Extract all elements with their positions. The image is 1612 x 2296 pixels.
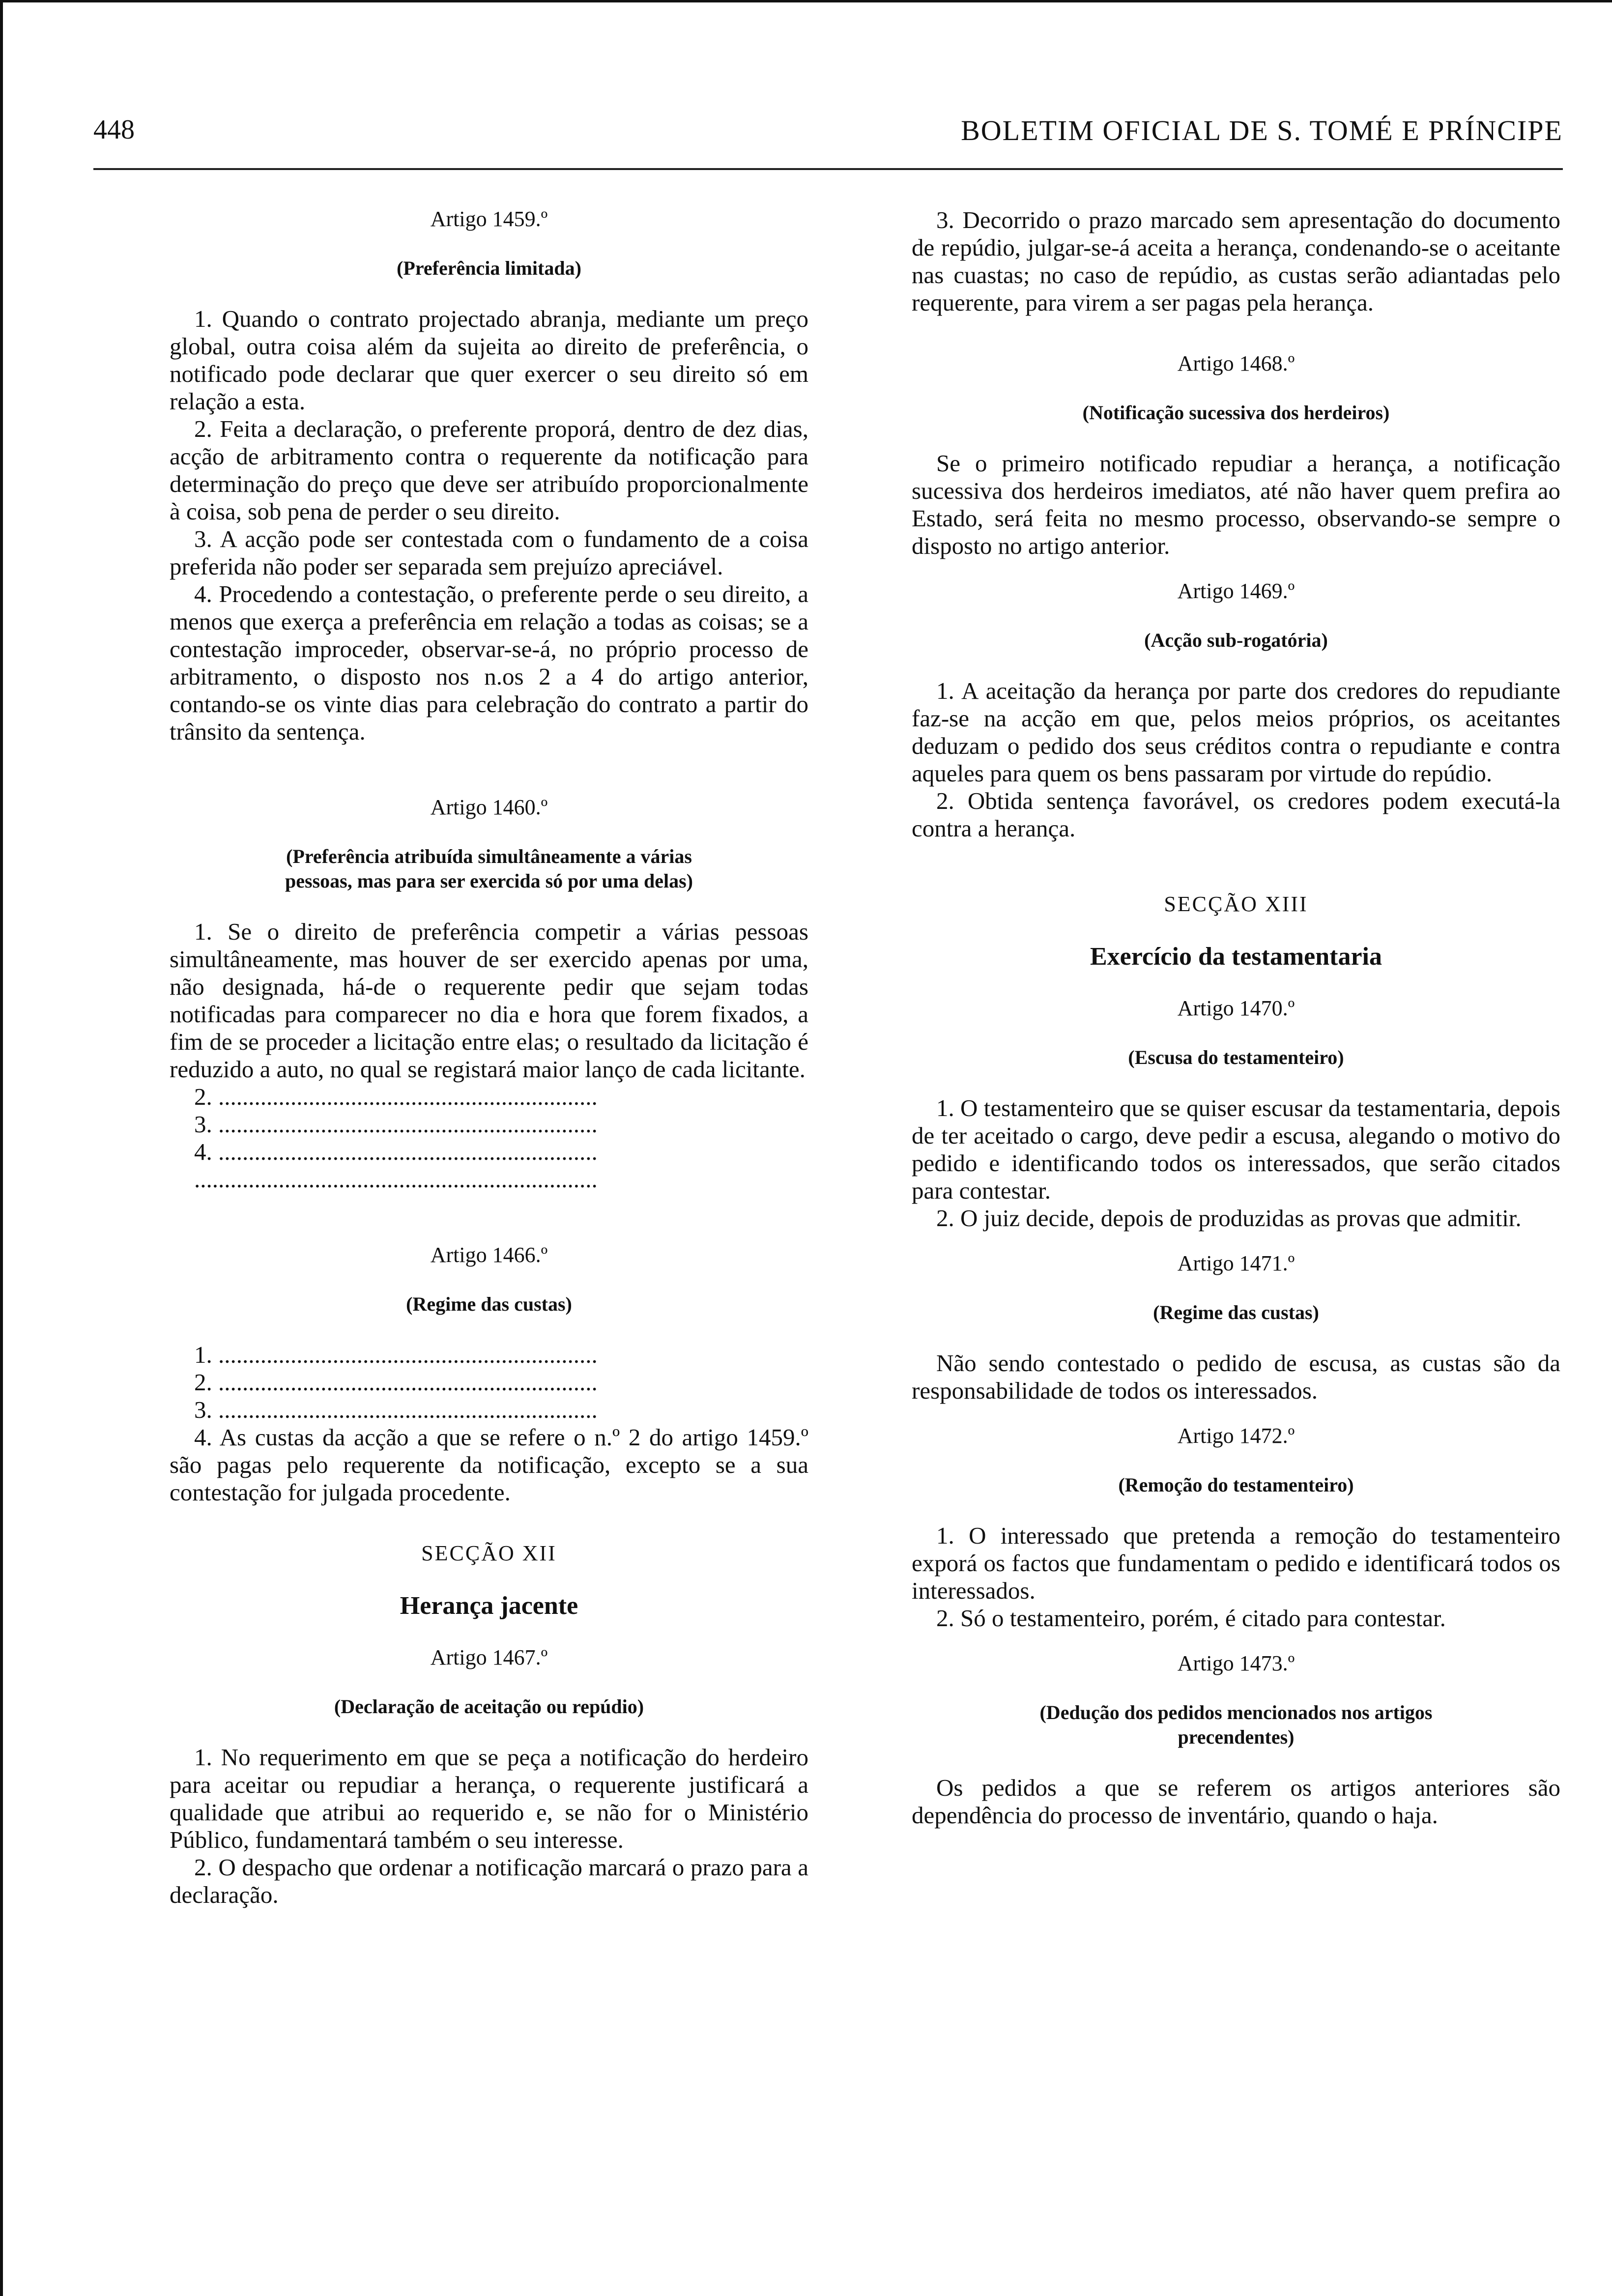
article-heading: Artigo 1472.º	[1177, 1424, 1295, 1448]
omitted-paragraph: 3. ...............................................................	[194, 1111, 598, 1138]
paragraph: 3. Decorrido o prazo marcado sem apresentação do documento de repúdio, julgar-se-á aceita a herança, condenando-se o aceitante nas cuastas; no caso de repúdio, as custas serão adiantadas pelo requerente, para virem a ser pagas pela herança.	[912, 206, 1560, 316]
article-subtitle: (Regime das custas)	[406, 1293, 572, 1315]
section-title: Herança jacente	[400, 1592, 578, 1620]
journal-title: BOLETIM OFICIAL DE S. TOMÉ E PRÍNCIPE	[961, 115, 1563, 146]
subtitle-line: (Preferência atribuída simultâneamente a várias	[286, 845, 692, 867]
paragraph: 1. No requerimento em que se peça a notificação do herdeiro para aceitar ou repudiar a herança, o requerente justificará a qualidade que atribui ao requerido e, se não for o Ministério Público, fundamentará também o seu interesse.	[170, 1744, 808, 1853]
omitted-paragraph: ...................................................................	[194, 1166, 598, 1193]
page-header	[93, 114, 1563, 153]
article-heading: Artigo 1471.º	[1177, 1251, 1295, 1275]
omitted-paragraph: 4. ...............................................................	[194, 1138, 598, 1165]
article-heading: Artigo 1466.º	[430, 1243, 548, 1267]
paragraph: 2. O juiz decide, depois de produzidas as provas que admitir.	[936, 1205, 1522, 1232]
right-column	[912, 206, 1560, 1829]
left-column	[170, 206, 808, 1909]
paragraph: 1. O interessado que pretenda a remoção do testamenteiro exporá os factos que fundamentam o pedido e identificará todos os interessados.	[912, 1522, 1560, 1604]
article-subtitle: (Notificação sucessiva dos herdeiros)	[1082, 402, 1390, 424]
paragraph: 1. Se o direito de preferência competir a várias pessoas simultâneamente, mas houver de ser exercido apenas por uma, não designada, há-de o requerente pedir que sejam todas notificadas para comparecer no dia e hora que forem fixados, a fim de se proceder a licitação entre elas; o resultado da licitação é reduzido a auto, no qual se registará maior lanço de cada licitante.	[170, 918, 808, 1083]
section-heading: SECÇÃO XIII	[1164, 892, 1308, 916]
paragraph: 2. Feita a declaração, o preferente proporá, dentro de dez dias, acção de arbitramento contra o requerente da notificação para determinação do preço que deve ser atribuído proporcionalmente à coisa, sob pena de perder o seu direito.	[170, 415, 808, 525]
subtitle-line: pessoas, mas para ser exercida só por uma delas)	[285, 870, 693, 892]
paragraph: 2. Só o testamenteiro, porém, é citado para contestar.	[936, 1605, 1446, 1632]
omitted-paragraph: 1. ...............................................................	[194, 1341, 598, 1368]
paragraph: 1. A aceitação da herança por parte dos credores do repudiante faz-se na acção em que, pelos meios próprios, os aceitantes deduzam o pedido dos seus créditos contra o repudiante e contra aqueles para quem os bens passaram por virtude do repúdio.	[912, 677, 1560, 787]
paragraph: Se o primeiro notificado repudiar a herança, a notificação sucessiva dos herdeiros imediatos, até não haver quem prefira ao Estado, será feita no mesmo processo, observando-se sempre o disposto no artigo anterior.	[912, 450, 1560, 559]
paragraph: 2. O despacho que ordenar a notificação marcará o prazo para a declaração.	[170, 1854, 808, 1908]
paragraph: 1. Quando o contrato projectado abranja, mediante um preço global, outra coisa além da sujeita ao direito de preferência, o notificado pode declarar que quer exercer o seu direito só em relação a esta.	[170, 305, 808, 415]
article-heading: Artigo 1459.º	[430, 207, 548, 231]
header-rule	[93, 168, 1563, 170]
article-subtitle	[170, 844, 808, 893]
paragraph: 4. Procedendo a contestação, o preferente perde o seu direito, a menos que exerça a preferência em relação a todas as coisas; se a contestação improceder, observar-se-á, no próprio processo de arbitramento, o disposto nos n.os 2 a 4 do artigo anterior, contando-se os vinte dias para celebração do contrato a partir do trânsito da sentença.	[170, 580, 808, 745]
paragraph: Não sendo contestado o pedido de escusa, as custas são da responsabilidade de todos os interessados.	[912, 1349, 1560, 1404]
subtitle-line: precendentes)	[1178, 1726, 1295, 1748]
paragraph: 4. As custas da acção a que se refere o n.º 2 do artigo 1459.º são pagas pelo requerente da notificação, excepto se a sua contestação for julgada procedente.	[170, 1424, 808, 1506]
paragraph: 3. A acção pode ser contestada com o fundamento de a coisa preferida não poder ser separada sem prejuízo apreciável.	[170, 525, 808, 580]
article-subtitle: (Remoção do testamenteiro)	[1118, 1474, 1354, 1496]
omitted-paragraph: 2. ...............................................................	[194, 1369, 598, 1396]
paragraph: 2. Obtida sentença favorável, os credores podem executá-la contra a herança.	[912, 787, 1560, 842]
subtitle-line: (Dedução dos pedidos mencionados nos artigos	[1039, 1701, 1433, 1723]
page-border-top	[0, 0, 1612, 2]
article-heading: Artigo 1460.º	[430, 795, 548, 819]
omitted-paragraph: 2. ...............................................................	[194, 1083, 598, 1110]
page-number: 448	[93, 115, 135, 145]
article-subtitle: (Acção sub-rogatória)	[1144, 629, 1328, 651]
article-heading: Artigo 1468.º	[1177, 351, 1295, 375]
article-heading: Artigo 1467.º	[430, 1645, 548, 1669]
section-heading: SECÇÃO XII	[421, 1541, 557, 1565]
article-heading: Artigo 1470.º	[1177, 996, 1295, 1020]
page-border-left	[0, 0, 3, 2296]
article-heading: Artigo 1473.º	[1177, 1651, 1295, 1675]
article-subtitle: (Preferência limitada)	[397, 257, 581, 279]
article-subtitle: (Escusa do testamenteiro)	[1128, 1046, 1344, 1068]
paragraph: 1. O testamenteiro que se quiser escusar da testamentaria, depois de ter aceitado o cargo, deve pedir a escusa, alegando o motivo do pedido e identificando todos os interessados, que serão citados para contestar.	[912, 1094, 1560, 1204]
article-subtitle	[912, 1700, 1560, 1750]
paragraph: Os pedidos a que se referem os artigos anteriores são dependência do processo de inventário, quando o haja.	[912, 1774, 1560, 1829]
article-subtitle: (Regime das custas)	[1153, 1301, 1319, 1323]
section-title: Exercício da testamentaria	[1090, 943, 1382, 971]
article-heading: Artigo 1469.º	[1177, 579, 1295, 603]
article-subtitle: (Declaração de aceitação ou repúdio)	[334, 1695, 644, 1718]
omitted-paragraph: 3. ...............................................................	[194, 1396, 598, 1423]
